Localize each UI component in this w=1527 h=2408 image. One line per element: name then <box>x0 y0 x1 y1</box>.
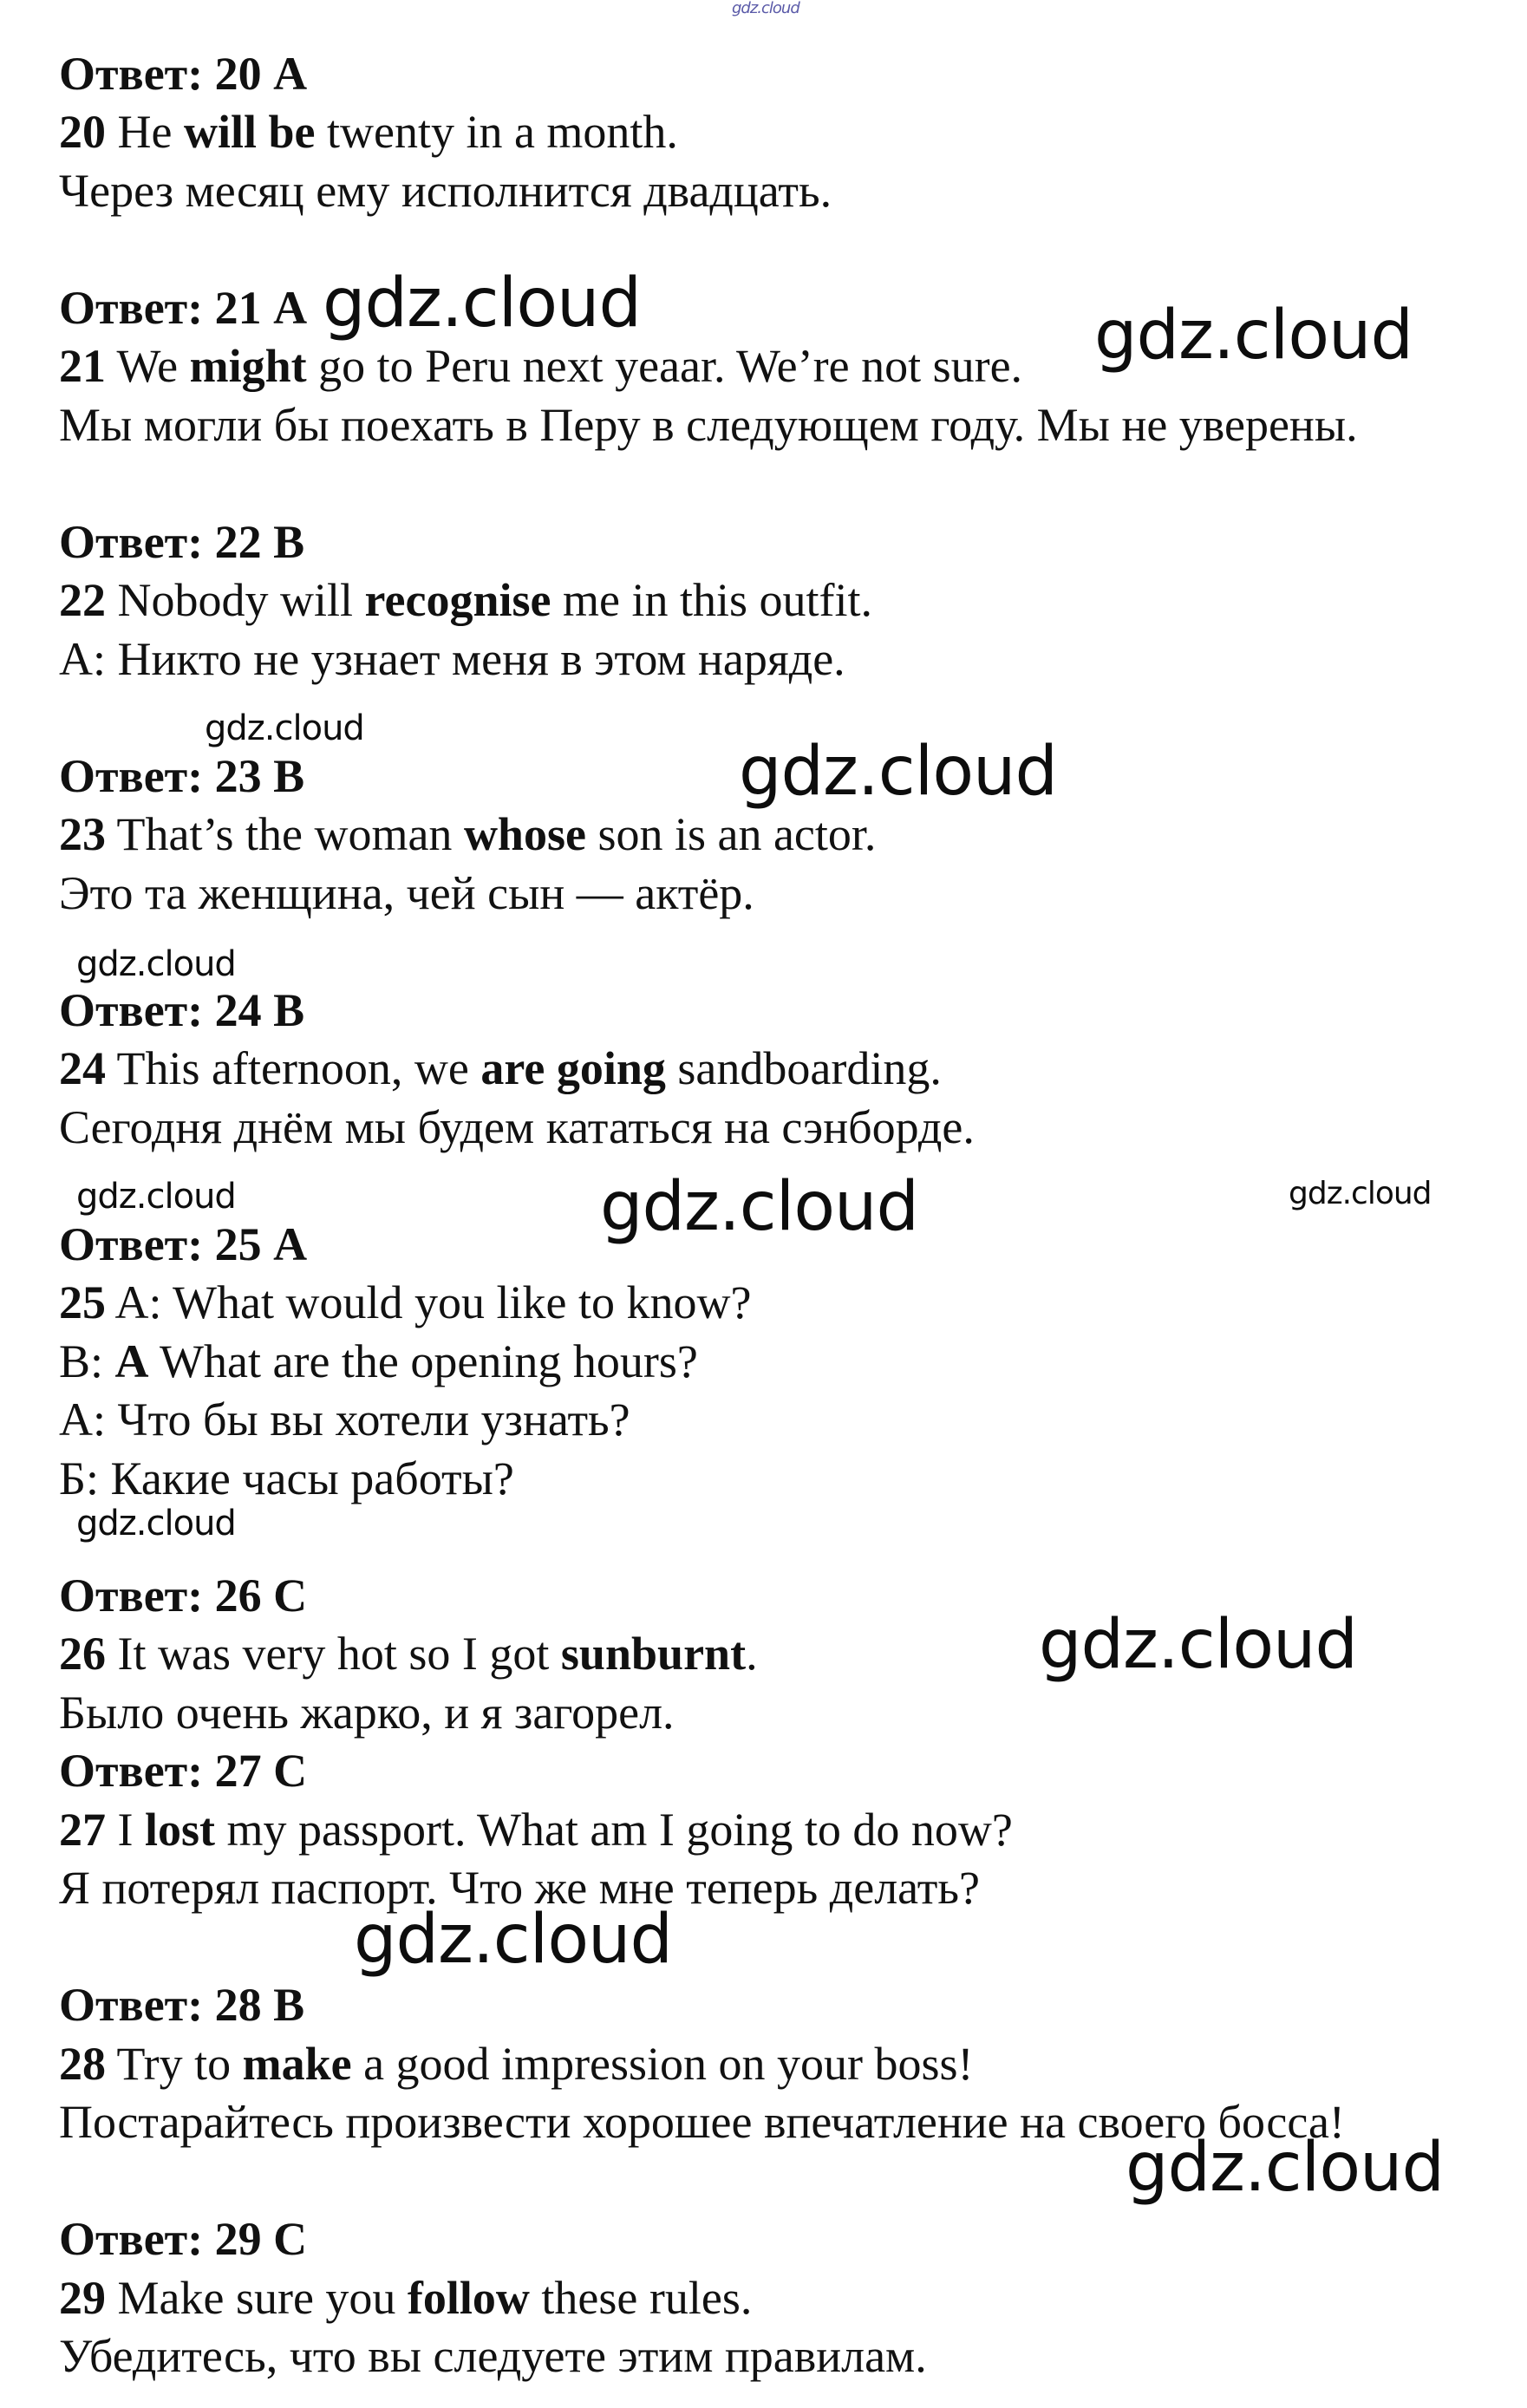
translation-25-a: А: Что бы вы хотели узнать? <box>59 1393 630 1445</box>
item-number: 28 <box>59 2038 106 2090</box>
sentence-20 <box>59 106 678 158</box>
answer-word: might <box>189 340 307 392</box>
answer-27: Ответ: 27 C <box>59 1745 308 1797</box>
answer-25: Ответ: 25 A <box>59 1218 308 1270</box>
watermark: gdz.cloud <box>76 1504 236 1543</box>
answer-word: make <box>242 2038 352 2090</box>
answer-word: follow <box>407 2272 530 2324</box>
item-number: 26 <box>59 1628 106 1680</box>
translation-26: Было очень жарко, и я загорел. <box>59 1687 675 1739</box>
watermark: gdz.cloud <box>739 733 1057 811</box>
answer-word: are going <box>480 1042 666 1094</box>
sentence-26 <box>59 1628 758 1680</box>
watermark: gdz.cloud <box>323 264 641 343</box>
sentence-21 <box>59 340 1022 392</box>
sentence-text: It was very hot so I got <box>106 1628 561 1680</box>
sentence-22 <box>59 574 872 626</box>
sentence-text: Make sure you <box>106 2272 408 2324</box>
item-number: 29 <box>59 2272 106 2324</box>
answer-word: sunburnt <box>560 1628 747 1680</box>
answer-20: Ответ: 20 A <box>59 48 308 100</box>
watermark-top: gdz.cloud <box>732 0 799 17</box>
watermark: gdz.cloud <box>1126 2129 1444 2207</box>
sentence-28 <box>59 2038 974 2090</box>
answer-21: Ответ: 21 A <box>59 282 308 334</box>
answer-word: will be <box>183 106 316 158</box>
sentence-text: . <box>746 1628 758 1680</box>
sentence-text: That’s the woman <box>106 808 464 860</box>
sentence-text: sandboarding. <box>665 1042 942 1094</box>
sentence-25 <box>59 1276 751 1328</box>
sentence-text: He <box>106 106 184 158</box>
sentence-text: a good impression on your boss! <box>351 2038 974 2090</box>
sentence-text: go to Peru next yeaar. We’re not sure. <box>306 340 1023 392</box>
sentence-text: What are the opening hours? <box>148 1335 698 1387</box>
watermark: gdz.cloud <box>76 944 236 984</box>
sentence-text: Try to <box>106 2038 243 2090</box>
item-number: 21 <box>59 340 106 392</box>
sentence-text: We <box>106 340 190 392</box>
sentence-24 <box>59 1042 942 1094</box>
watermark: gdz.cloud <box>600 1168 918 1246</box>
translation-29: Убедитесь, что вы следуете этим правилам. <box>59 2330 927 2382</box>
item-number: 24 <box>59 1042 106 1094</box>
watermark: gdz.cloud <box>76 1177 236 1217</box>
watermark: gdz.cloud <box>1289 1176 1432 1211</box>
sentence-text: Nobody will <box>106 574 365 626</box>
sentence-text: twenty in a month. <box>315 106 678 158</box>
answer-24: Ответ: 24 B <box>59 984 305 1036</box>
translation-25-b: Б: Какие часы работы? <box>59 1452 514 1504</box>
watermark: gdz.cloud <box>1039 1606 1357 1684</box>
item-number: 25 <box>59 1276 106 1328</box>
sentence-text: my passport. What am I going to do now? <box>214 1804 1013 1856</box>
sentence-text: B: <box>59 1335 115 1387</box>
answer-word: recognise <box>364 574 551 626</box>
answer-word: whose <box>463 808 586 860</box>
translation-21: Мы могли бы поехать в Перу в следующем году. Мы не уверены. <box>59 399 1358 451</box>
sentence-23 <box>59 808 876 860</box>
translation-28: Постарайтесь произвести хорошее впечатление на своего босса! <box>59 2096 1345 2148</box>
item-number: 23 <box>59 808 106 860</box>
answer-26: Ответ: 26 C <box>59 1569 308 1622</box>
answer-22: Ответ: 22 B <box>59 516 305 568</box>
sentence-text: A: What would you like to know? <box>106 1276 752 1328</box>
answer-28: Ответ: 28 B <box>59 1979 305 2031</box>
sentence-25-b <box>59 1335 698 1387</box>
sentence-27 <box>59 1804 1013 1856</box>
sentence-text: I <box>106 1804 145 1856</box>
answer-29: Ответ: 29 C <box>59 2213 308 2265</box>
watermark: gdz.cloud <box>1094 297 1413 375</box>
sentence-text: me in this outfit. <box>551 574 872 626</box>
translation-27: Я потерял паспорт. Что же мне теперь делать? <box>59 1862 980 1914</box>
sentence-text: these rules. <box>529 2272 753 2324</box>
translation-23: Это та женщина, чей сын — актёр. <box>59 867 754 919</box>
sentence-text: This afternoon, we <box>106 1042 481 1094</box>
item-number: 27 <box>59 1804 106 1856</box>
watermark: gdz.cloud <box>205 708 364 748</box>
watermark: gdz.cloud <box>354 1901 672 1979</box>
translation-22: A: Никто не узнает меня в этом наряде. <box>59 633 845 685</box>
item-number: 20 <box>59 106 106 158</box>
translation-20: Через месяц ему исполнится двадцать. <box>59 165 832 217</box>
answer-word: lost <box>144 1804 215 1856</box>
translation-24: Сегодня днём мы будем кататься на сэнборде. <box>59 1101 975 1153</box>
item-number: 22 <box>59 574 106 626</box>
answer-23: Ответ: 23 B <box>59 750 305 802</box>
sentence-29 <box>59 2272 752 2324</box>
answer-word: A <box>114 1335 149 1387</box>
sentence-text: son is an actor. <box>585 808 877 860</box>
